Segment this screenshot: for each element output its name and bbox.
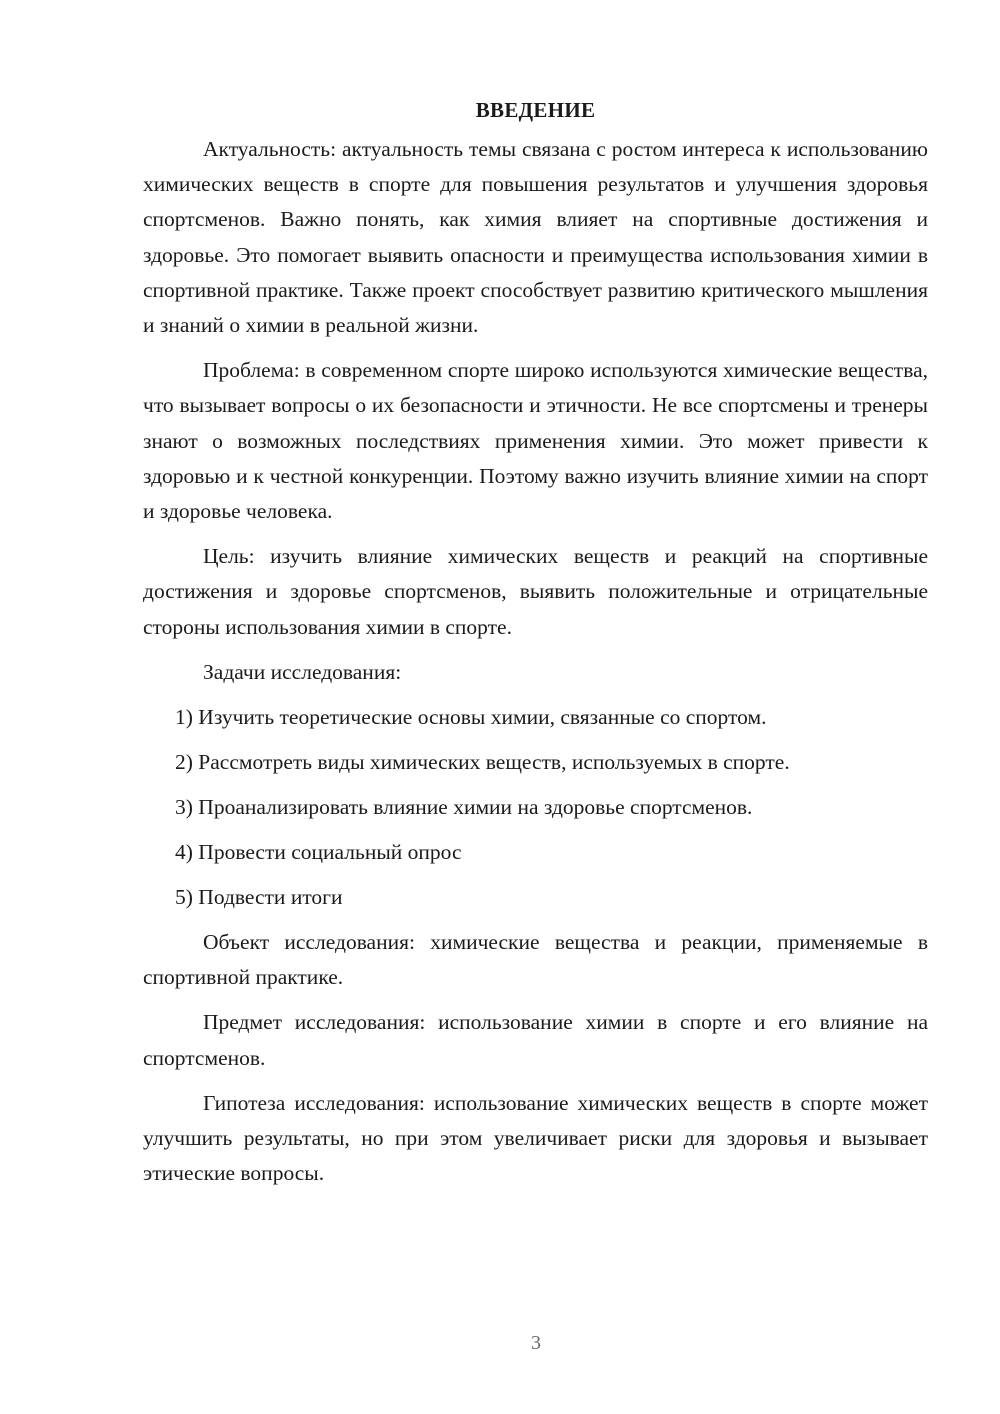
task-number: 4) xyxy=(175,840,193,865)
relevance-paragraph: Актуальность: актуальность темы связана с ростом интереса к использованию химических веществ в спорте для повышения результатов и улучшения здоровья спортсменов. Важно понять, как химия влияет на спортивные достижения и здоровье. Это помогает выявить опасности и преимущества использования химии в спортивной практике. Также проект способствует развитию критического мышления и знаний о химии в реальной жизни. xyxy=(143,137,928,338)
problem-paragraph: Проблема: в современном спорте широко используются химические вещества, что вызывает вопросы о их безопасности и этичности. Не все спортсмены и тренеры знают о возможных последствиях применения химии. Это может привести к здоровью и к честной конкуренции. Поэтому важно изучить влияние химии на спорт и здоровье человека. xyxy=(143,358,928,524)
task-item xyxy=(143,880,928,915)
goal-paragraph: Цель: изучить влияние химических веществ и реакций на спортивные достижения и здоровье спортсменов, выявить положительные и отрицательные стороны использования химии в спорте. xyxy=(143,544,928,639)
task-number: 3) xyxy=(175,795,193,820)
task-list xyxy=(143,700,928,915)
task-number: 1) xyxy=(175,705,193,730)
task-text: Изучить теоретические основы химии, связанные со спортом. xyxy=(198,705,767,730)
task-text: Подвести итоги xyxy=(198,885,343,910)
hypothesis-paragraph: Гипотеза исследования: использование химических веществ в спорте может улучшить результаты, но при этом увеличивает риски для здоровья и вызывает этические вопросы. xyxy=(143,1090,928,1186)
task-item xyxy=(143,835,928,870)
task-number: 5) xyxy=(175,885,193,910)
task-text: Провести социальный опрос xyxy=(198,840,462,865)
task-item xyxy=(143,745,928,780)
task-item xyxy=(143,700,928,735)
subject-paragraph: Предмет исследования: использование химии в спорте и его влияние на спортсменов. xyxy=(143,1010,928,1070)
task-text: Проанализировать влияние химии на здоровье спортсменов. xyxy=(198,795,753,820)
tasks-heading: Задачи исследования: xyxy=(203,659,402,684)
task-item xyxy=(143,790,928,825)
task-number: 2) xyxy=(175,750,193,775)
task-text: Рассмотреть виды химических веществ, используемых в спорте. xyxy=(198,750,790,775)
page-number: 3 xyxy=(531,1332,541,1354)
section-title: ВВЕДЕНИЕ xyxy=(475,98,596,122)
object-paragraph: Объект исследования: химические вещества и реакции, применяемые в спортивной практике. xyxy=(143,930,928,990)
page-content xyxy=(143,92,928,1201)
